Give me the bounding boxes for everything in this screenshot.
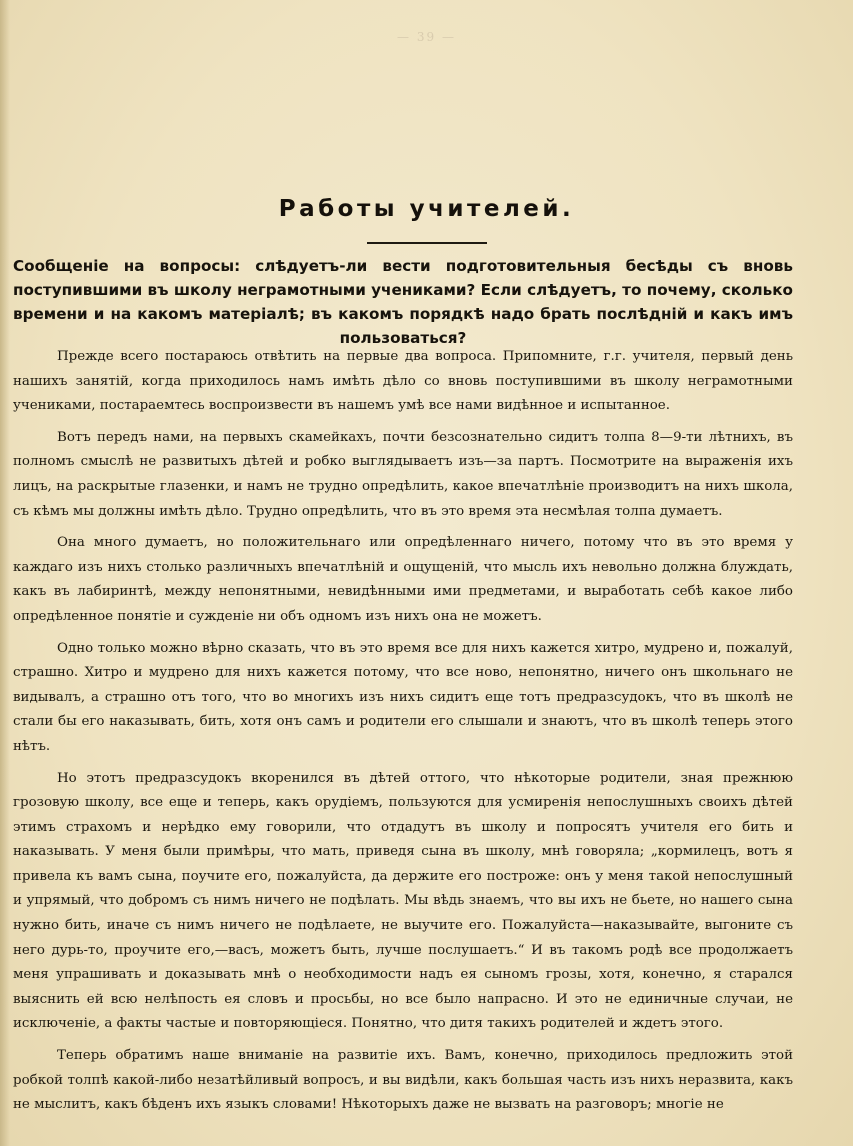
paragraph-1: Прежде всего постараюсь отвѣтить на первые два вопроса. Припомните, г.г. учителя, первый день нашихъ занятій, когда приходилось намъ имѣть дѣло со вновь поступившими въ школу неграмотными учениками, постараемтесь воспроизвести въ нашемъ умѣ все нами видѣнное и испытанное. — [13, 349, 793, 414]
title-underline — [367, 242, 487, 244]
section-title: Работы учителей. — [278, 196, 575, 222]
paragraph-4: Одно только можно вѣрно сказать, что въ это время все для нихъ кажется хитро, мудрено и, пожалуй, страшно. Хитро и мудрено для нихъ кажется потому, что все ново, непонятно, ничего онъ школьнаго не видывалъ, а страшно отъ того, что во многихъ изъ нихъ сидитъ еще тотъ предразсудокъ, что въ школѣ не стали бы его наказывать, бить, хотя онъ самъ и родители его слышали и знаютъ, что въ школѣ теперь этого нѣтъ. — [13, 640, 793, 754]
article-body — [13, 345, 793, 1125]
paragraph-2: Вотъ передъ нами, на первыхъ скамейкахъ, почти безсознательно сидитъ толпа 8—9-ти лѣтнихъ, въ полномъ смыслѣ не развитыхъ дѣтей и робко выглядываетъ изъ—за партъ. Посмотрите на выраженія ихъ лицъ, на раскрытые глазенки, и намъ не трудно опредѣлить, какое впечатлѣніе производитъ на нихъ школа, съ кѣмъ мы должны имѣть дѣло. Трудно опредѣлить, что въ это время эта несмѣлая толпа думаетъ. — [13, 429, 793, 519]
page-number: — 39 — — [397, 30, 456, 44]
page-edge-shadow — [0, 0, 10, 1146]
paragraph-3: Она много думаетъ, но положительнаго или опредѣленнаго ничего, потому что въ это время у каждаго изъ нихъ столько различныхъ впечатлѣній и ощущеній, что мысль ихъ невольно должна блуждать, какъ въ лабиринтѣ, между непонятными, невидѣнными ими предметами, и выработать себѣ какое либо опредѣленное понятіе и сужденіе ни объ одномъ изъ нихъ она не можетъ. — [13, 535, 793, 624]
paragraph-6: Теперь обратимъ наше вниманіе на развитіе ихъ. Вамъ, конечно, приходилось предложить этой робкой толпѣ какой-либо незатѣйливый вопросъ, и вы видѣли, какъ большая часть изъ нихъ неразвита, какъ не мыслитъ, какъ бѣденъ ихъ языкъ словами! Нѣкоторыхъ даже не вызвать на разговоръ; многіе не — [13, 1048, 793, 1113]
paragraph-5: Но этотъ предразсудокъ вкоренился въ дѣтей оттого, что нѣкоторые родители, зная прежнюю грозовую школу, все еще и теперь, какъ орудіемъ, пользуются для усмиренія непослушныхъ своихъ дѣтей этимъ страхомъ и нерѣдко ему говорили, что отдадутъ въ школу и попросятъ учителя его бить и наказывать. У меня были примѣры, что мать, приведя сына въ школу, мнѣ говоряла; „кормилецъ, вотъ я привела къ вамъ сына, поучите его, пожалуйста, да держите его построже: онъ у меня такой непослушный и упрямый, что добромъ съ нимъ ничего не подѣлать. Мы вѣдь знаемъ, что вы ихъ не бьете, но нашего сына нужно бить, иначе съ нимъ ничего не подѣлаете, не выучите его. Пожалуйста—наказывайте, выгоните съ него дурь-то, проучите его,—васъ, можетъ быть, лучше послушаетъ.“ И въ такомъ родѣ все продолжаетъ меня упрашивать и доказывать мнѣ о необходимости надъ ея сыномъ грозы, хотя, конечно, я старался выяснить ей всю нелѣпость ея словъ и просьбы, но все было напрасно. И это не единичные случаи, не исключеніе, а факты частые и повторяющіеся. Понятно, что дитя такихъ родителей и ждетъ этого. — [13, 770, 793, 1032]
question-subtitle: Сообщеніе на вопросы: слѣдуетъ-ли вести подготовительныя бесѣды съ вновь поступившими въ школу неграмотными учениками? Если слѣдуетъ, то почему, сколько времени и на какомъ матеріалѣ; въ какомъ порядкѣ надо брать послѣдній и какъ имъ пользоваться? — [13, 257, 793, 347]
